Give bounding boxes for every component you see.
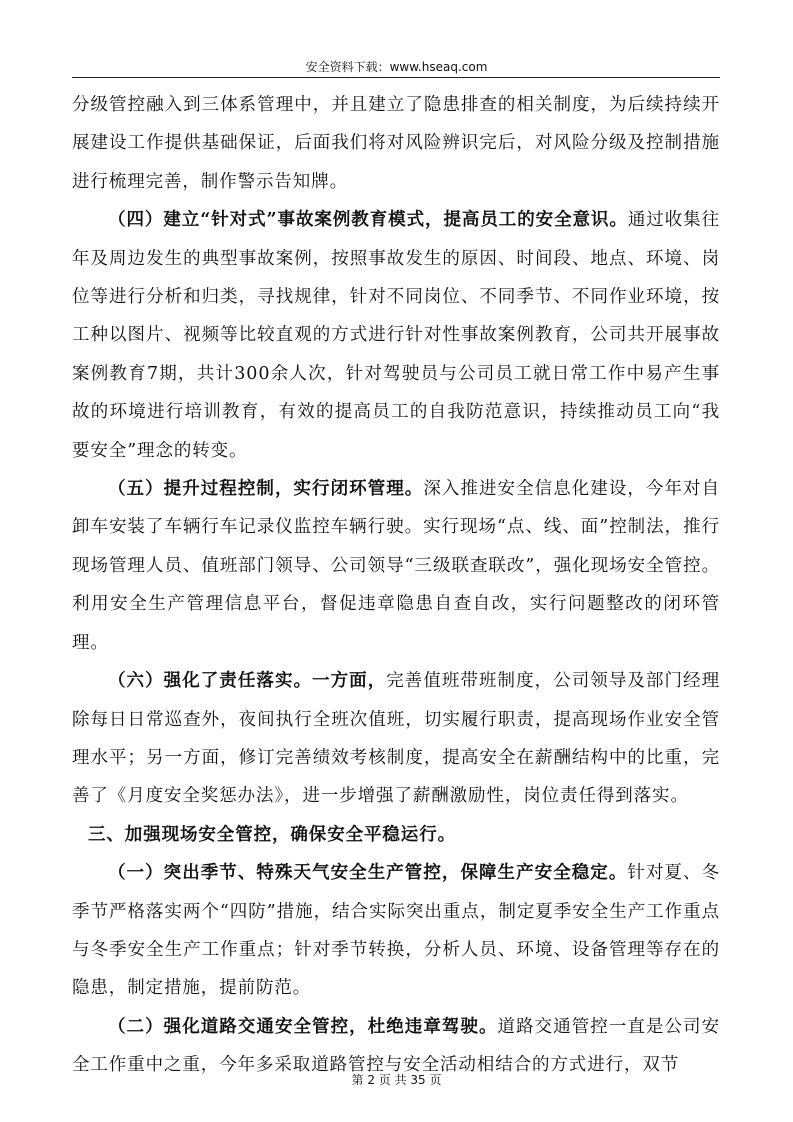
- paragraph-1: [72, 86, 720, 201]
- paragraph-1-text: 分级管控融入到三体系管理中，并且建立了隐患排查的相关制度，为后续持续开展建设工作提供基础保证，后面我们将对风险辨识完后，对风险分级及控制措施进行梳理完善，制作警示告知牌。: [72, 95, 720, 192]
- paragraph-6-text: 道路交通管控一直是公司安全工作重中之重，今年多采取道路管控与安全活动相结合的方式进行，双节: [72, 1016, 720, 1076]
- paragraph-4-text: 完善值班带班制度，公司领导及部门经理除每日日常巡查外，夜间执行全班次值班，切实履行职责，提高现场作业安全管理水平；另一方面，修订完善绩效考核制度，提高安全在薪酬结构中的比重，完善了《月度安全奖惩办法》，进一步增强了薪酬激励性，岗位责任得到落实。: [72, 671, 720, 807]
- paragraph-4-heading: （六）强化了责任落实。一方面，: [108, 671, 387, 692]
- section-heading-text: 三、加强现场安全管控，确保安全平稳运行。: [88, 824, 456, 845]
- paragraph-3: [72, 470, 720, 662]
- section-heading: [72, 816, 720, 854]
- paragraph-2-heading: （四）建立“针对式”事故案例教育模式，提高员工的安全意识。: [108, 210, 628, 231]
- paragraph-2-text: 通过收集往年及周边发生的典型事故案例，按照事故发生的原因、时间段、地点、环境、岗位等进行分析和归类，寻找规律，针对不同岗位、不同季节、不同作业环境，按工种以图片、视频等比较直观的方式进行针对性事故案例教育，公司共开展事故案例教育7期，共计300余人次，针对驾驶员与公司员工就日常工作中易产生事故的环境进行培训教育，有效的提高员工的自我防范意识，持续推动员工向“我要安全”理念的转变。: [72, 210, 720, 461]
- page-header: 安全资料下载：www.hseaq.com: [305, 60, 488, 74]
- header-divider: [72, 77, 720, 78]
- paragraph-4: [72, 662, 720, 816]
- paragraph-3-heading: （五）提升过程控制，实行闭环管理。: [108, 479, 424, 500]
- paragraph-5-text: 针对夏、冬季节严格落实两个“四防”措施，结合实际突出重点，制定夏季安全生产工作重点与冬季安全生产工作重点；针对季节转换，分析人员、环境、设备管理等存在的隐患，制定措施，提前防范。: [72, 863, 721, 999]
- paragraph-5: [72, 854, 720, 1008]
- paragraph-5-heading: （一）突出季节、特殊天气安全生产管控，保障生产安全稳定。: [108, 863, 628, 884]
- paragraph-6-heading: （二）强化道路交通安全管控，杜绝违章驾驶。: [108, 1016, 498, 1037]
- paragraph-3-text: 深入推进安全信息化建设，今年对自卸车安装了车辆行车记录仪监控车辆行驶。实行现场“点、线、面”控制法，推行现场管理人员、值班部门领导、公司领导“三级联查联改”，强化现场安全管控。利用安全生产管理信息平台，督促违章隐患自查自改，实行问题整改的闭环管理。: [72, 479, 720, 653]
- page-footer: 第 2 页 共 35 页: [351, 1073, 442, 1087]
- document-body: [72, 86, 720, 1085]
- paragraph-2: [72, 201, 720, 470]
